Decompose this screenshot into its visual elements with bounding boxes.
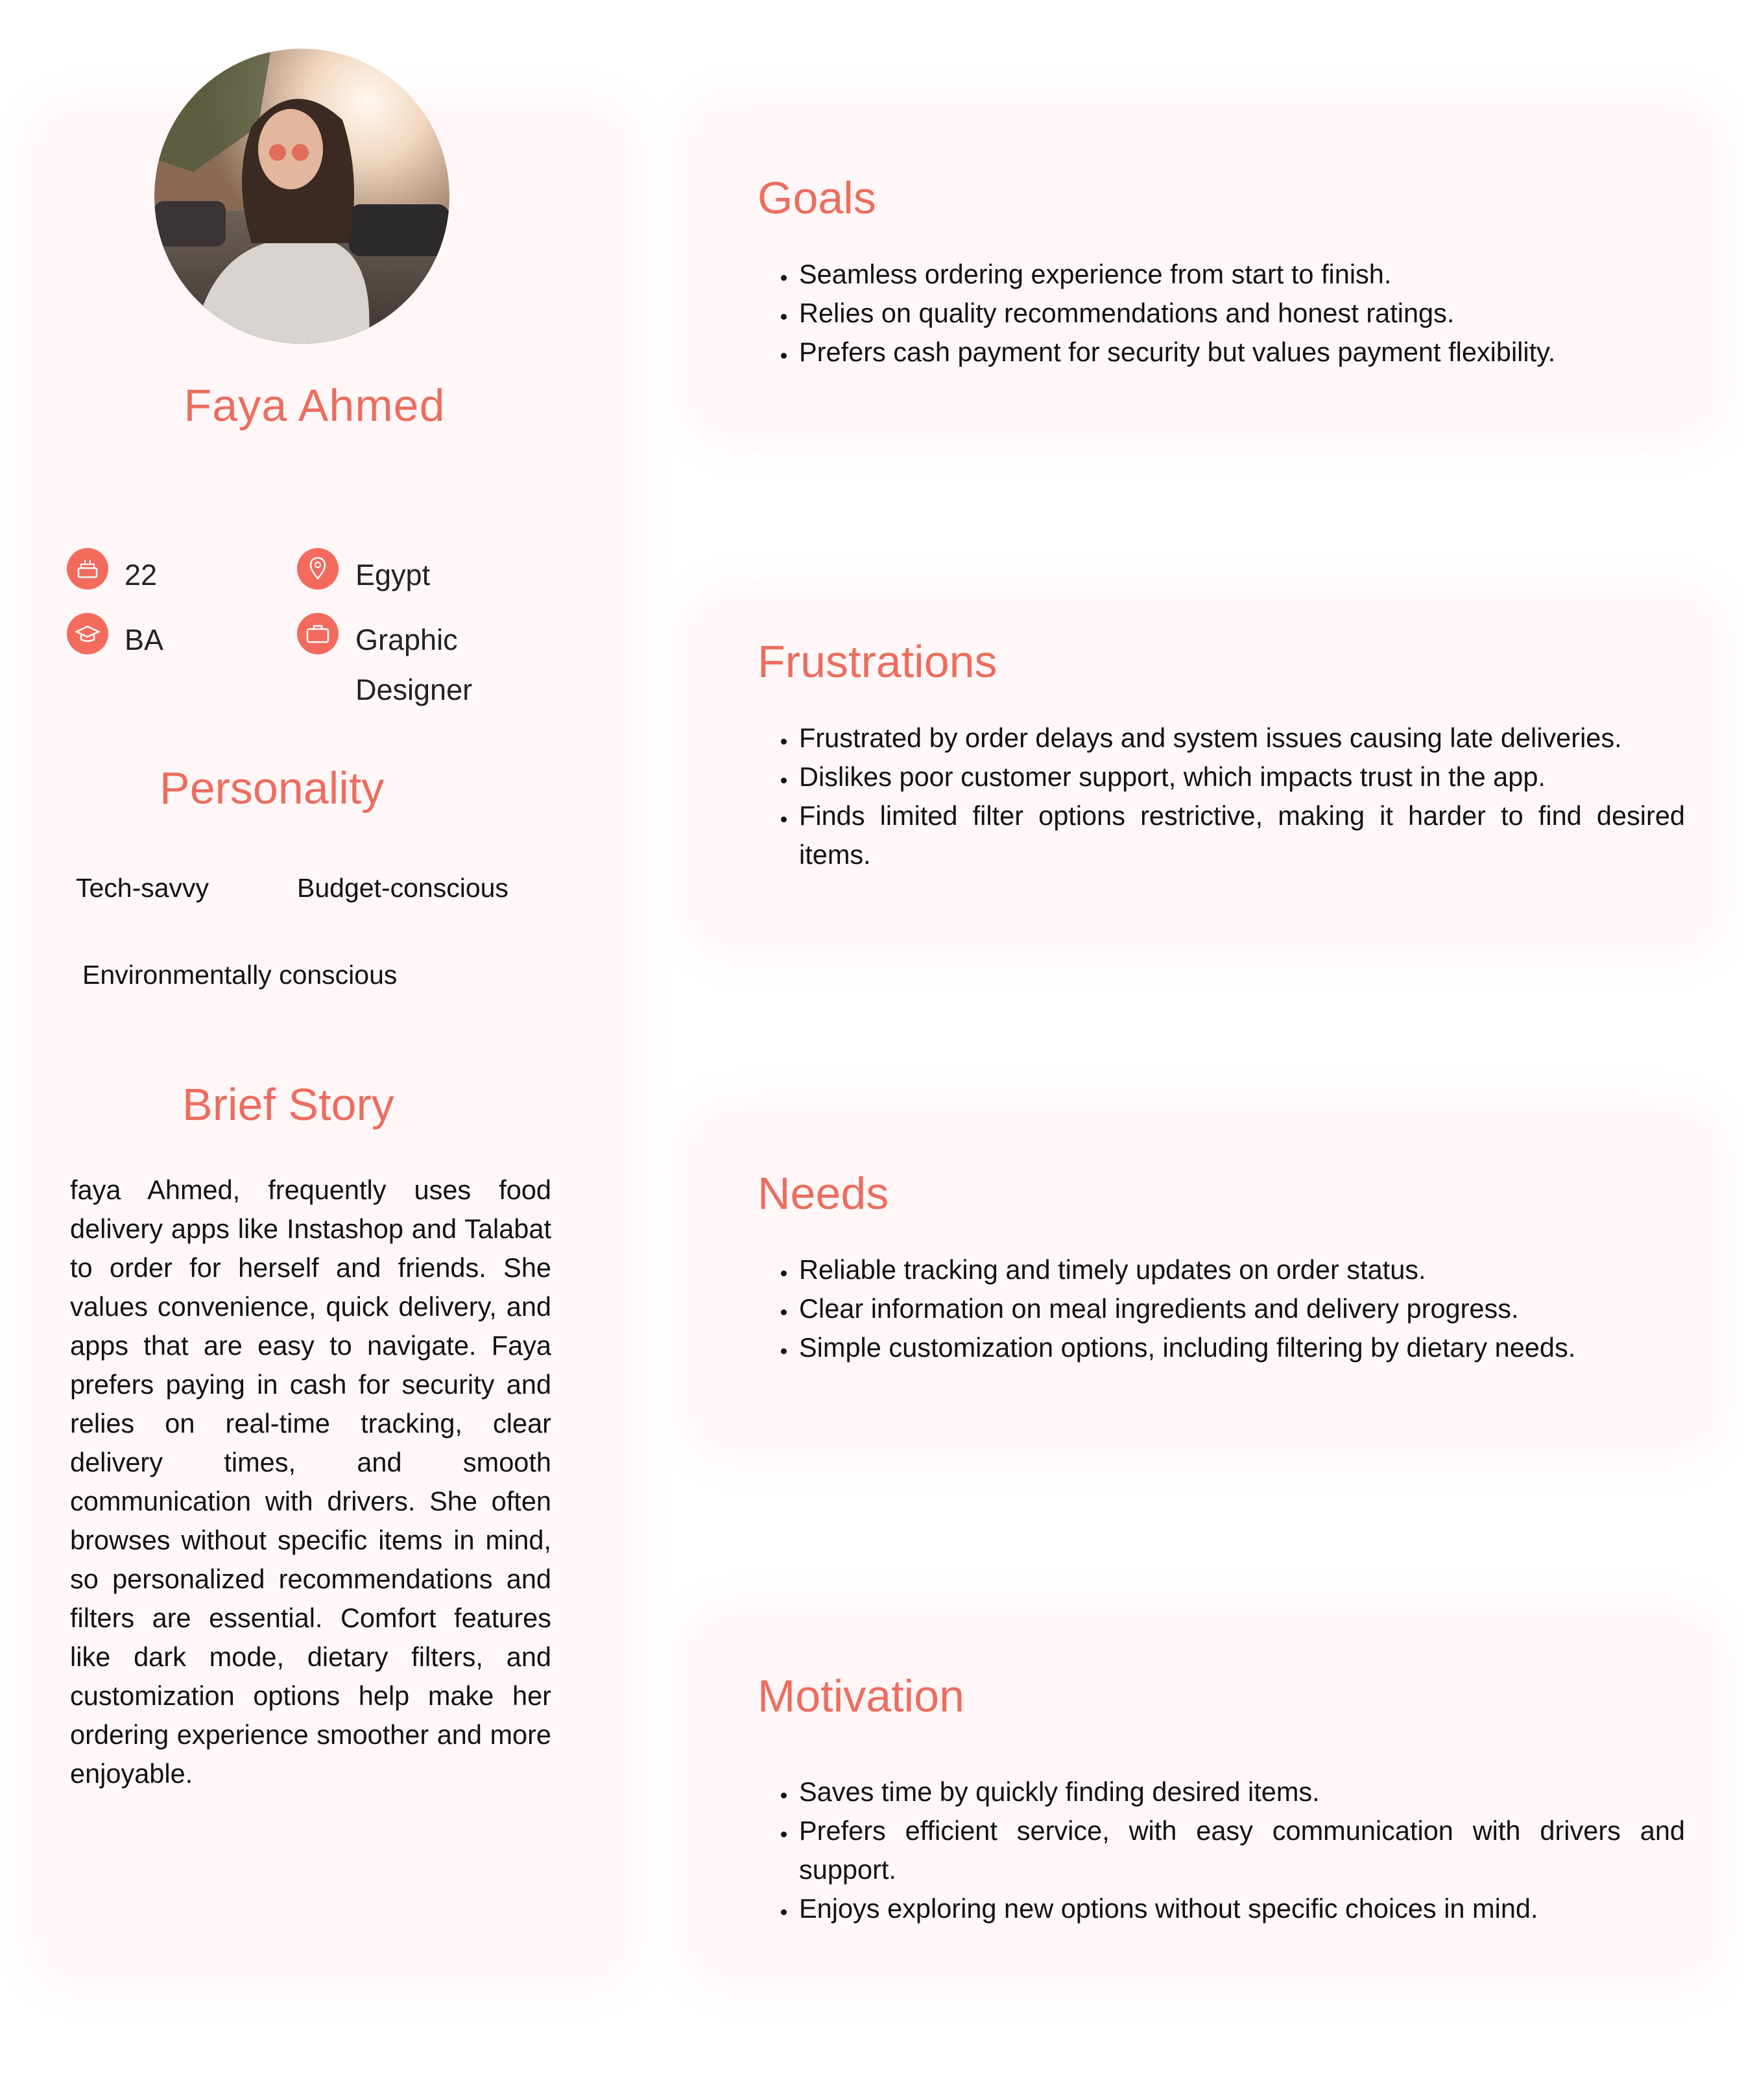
frustrations-title: Frustrations [758,636,997,687]
list-item: • Seamless ordering experience from start to finish. [796,255,1685,294]
occupation-line-2: Designer [355,673,473,706]
location-value: Egypt [355,558,431,591]
trait-tech-savvy: Tech-savvy [76,873,209,903]
list-item: • Dislikes poor customer support, which impacts trust in the app. [796,758,1685,796]
list-item: • Frustrated by order delays and system issues causing late deliveries. [796,719,1685,758]
needs-list [758,1250,1685,1367]
list-item: • Saves time by quickly finding desired items. [796,1772,1685,1811]
age-value: 22 [125,558,158,591]
list-item: • Relies on quality recommendations and honest ratings. [796,294,1685,333]
trait-environmentally-conscious: Environmentally conscious [82,960,398,990]
needs-title: Needs [758,1168,889,1219]
list-item: • Prefers efficient service, with easy communication with drivers and support. [796,1811,1685,1889]
list-item: • Prefers cash payment for security but values payment flexibility. [796,333,1685,372]
motivation-card [694,1618,1711,1975]
avatar [154,49,449,344]
story-text: faya Ahmed, frequently uses food delivery apps like Instashop and Talabat to order for herself and friends. She values convenience, quick delivery, and apps that are easy to navigate. Faya prefers paying in cash for security and relies on real-time tracking, clear delivery times, and smooth communication with drivers. She often browses without specific items in mind, so personalized recommendations and filters are essential. Comfort features like dark mode, dietary filters, and customization options help make her ordering experience smoother and more enjoyable. [70,1175,551,1789]
frustrations-card [694,600,1711,944]
list-item: • Clear information on meal ingredients and delivery progress. [796,1289,1685,1328]
education-value: BA [125,623,164,656]
cake-icon [67,548,108,590]
list-item: • Reliable tracking and timely updates on order status. [796,1250,1685,1289]
briefcase-icon [297,613,339,654]
story-title: Brief Story [182,1079,394,1130]
goals-card [694,110,1711,431]
trait-budget-conscious: Budget-conscious [297,873,508,903]
motivation-title: Motivation [758,1671,965,1721]
motivation-list [758,1772,1685,1928]
graduation-cap-icon [67,613,108,654]
list-item: • Finds limited filter options restrictive, making it harder to find desired items. [796,796,1685,874]
frustrations-list [758,719,1685,874]
goals-list [758,255,1685,372]
personality-title: Personality [160,763,385,813]
persona-name: Faya Ahmed [184,380,446,431]
needs-card [694,1116,1711,1446]
list-item: • Simple customization options, including filtering by dietary needs. [796,1328,1685,1367]
occupation-line-1: Graphic [355,623,458,656]
goals-title: Goals [758,173,876,223]
list-item: • Enjoys exploring new options without specific choices in mind. [796,1889,1685,1928]
location-pin-icon [297,548,339,590]
